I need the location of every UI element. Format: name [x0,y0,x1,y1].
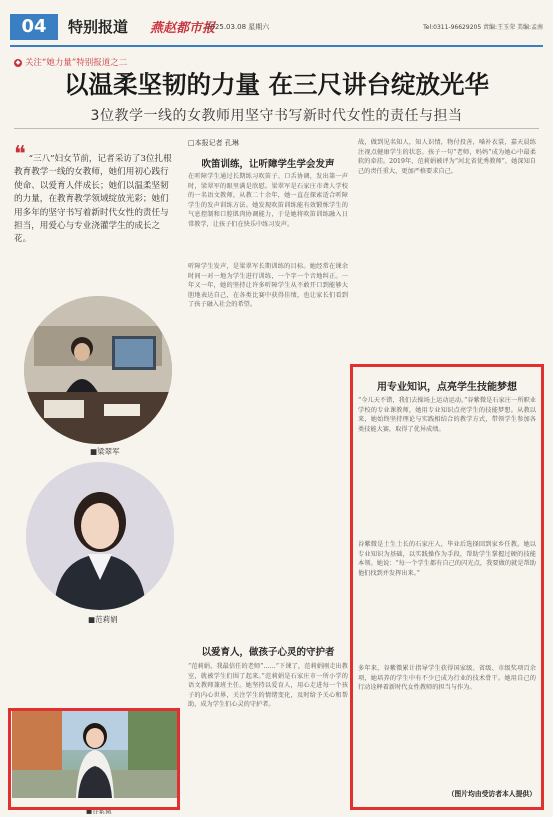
quote-mark-icon: ❝ [14,142,26,167]
subheadline: 3位教学一线的女教师用坚守书写新时代女性的责任与担当 [90,108,463,124]
page-header [10,10,543,44]
article-paragraph: “范莉娟，我最信任的老师”……“下课了，范莉娟刚走出教室，就被学生们围了起来。”范莉娟是石家庄市一所小学的语文教师兼班主任。她坚持以爱育人，用心走进每一个孩子的内心世界，关注学生的情绪变化，及时给予关心和帮助，成为学生们心灵的守护者。 [188,663,348,709]
caption-teacher-2: ■范莉娟 [88,615,118,624]
article-paragraph: 谷紫微是土生土长的石家庄人，毕业后选择回到家乡任教。她以专业知识为基础，以实践操作为手段，帮助学生掌握过硬的技能本领。她说：“每一个学生都有自己的闪光点，我要做的就是帮助他们找到并发挥出来。” [358,541,536,577]
page-number: 04 [10,14,58,40]
intro-paragraph [14,142,174,247]
article-paragraph: 战，做到见名知人，知人识情，物付投善，嗓补衣裳，嘉天晨练注视点健康学生的状态。孩子一句“老师，妈妈”成为她心中最柔软的牵挂。2019年，范莉娟被评为“河北省优秀教师”，她深知自己的责任重大，更加严格要求自己。 [358,139,536,175]
section-heading-3: 用专业知识，点亮学生技能梦想 [377,382,517,393]
highlight-box-article [350,364,544,810]
caption-teacher-1: ■梁翠军 [90,447,120,456]
article-paragraph: “今儿天不错，我们去操场上运动运动。”谷紫微是石家庄一所职业学校的专业课教师，她用专业知识点亮学生的技能梦想。从教以来，她始终坚持理论与实践相结合的教学方式，带领学生参加各类技能大赛，取得了优异成绩。 [358,397,536,433]
photo-teacher-1 [24,296,172,444]
section-heading-2: 以爱育人，做孩子心灵的守护者 [201,647,335,658]
logo-dot-icon: ◆ [15,58,21,66]
issue-date: 2025.03.08 星期六 [206,23,270,31]
section-heading-1: 吹笛训练，让听障学生学会发声 [201,159,335,170]
byline: □本报记者 孔琳 [188,139,239,147]
teacher-portrait-icon [26,462,174,610]
article-paragraph: 听障学生发声，是梁翠军长期训练的目标。她经常在课余时间一对一地为学生进行训练，一个字一个音地纠正。一年又一年，她的坚持让许多听障学生从不敢开口到能够大胆地表达自己，在各类比赛中获得佳绩，也让家长们看到了孩子融入社会的希望。 [188,263,348,309]
photo-credit: （图片均由受访者本人提供） [447,790,536,798]
kicker-text: 关注“她力量”特别报道之二 [25,58,128,68]
paper-name: 燕赵都市报 [150,21,216,36]
caption-teacher-3: ■谷紫微 [86,807,112,815]
header-rule [10,45,543,47]
section-title: 特别报道 [68,18,129,36]
divider [14,128,539,129]
teacher-desk-icon [24,296,172,444]
article-paragraph: 在听障学生通过长期练习吹笛子、口舌协调，发出第一声时，梁翠军的眼里满是欣慰。梁翠军是石家庄市聋人学校的一名语文教师，从教二十余年，她一直在探索适合听障学生的发声训练方法。她发现吹笛训练能有效锻炼学生的气息控制和口腔肌肉协调能力，于是她将吹笛训练融入日常教学，让孩子们在快乐中练习发声。 [188,173,348,228]
headline: 以温柔坚韧的力量 在三尺讲台绽放光华 [63,70,490,99]
photo-teacher-2 [26,462,174,610]
contact-info: Tel:0311-96629205 责编:王玉荣 美编:孟南 [423,24,543,31]
highlight-box-photo [8,708,180,810]
intro-text: “三八”妇女节前，记者采访了3位扎根教育教学一线的女教师，她们用初心践行使命、以爱育人伴成长；她们以温柔坚韧的力量，在教育教学领域绽放光彩；她们用多年的坚守书写着新时代女性的责任与担当，用爱心与专业浇灌学生的成长之花。 [14,154,172,245]
article-paragraph: 多年来，谷紫微累计指导学生获得国家级、省级、市级奖项百余项，她培养的学生中有不少已成为行业的技术骨干。她用自己的行动诠释着新时代女性教师的担当与作为。 [358,665,536,692]
